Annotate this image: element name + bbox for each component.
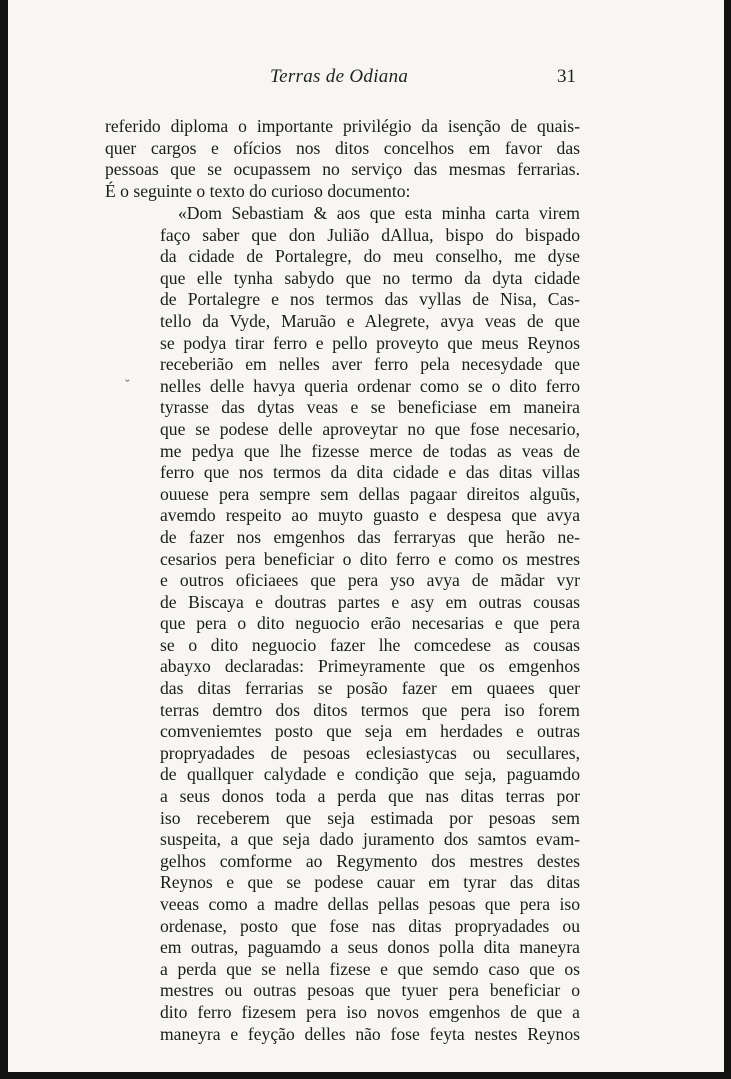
text-line: que elle tynha sabydo que no termo da dyta cidade (160, 267, 580, 288)
page-header (8, 66, 731, 94)
text-line: mestres ou outras pesoas que tyuer pera beneficiar o (160, 980, 580, 1001)
text-line: comveniemtes posto que seja em herdades e outras (160, 721, 580, 742)
running-title: Terras de Odiana (270, 66, 409, 87)
text-line: a perda que se nella fizese e que semdo caso que os (160, 958, 580, 979)
text-line: ferro que nos termos da dita cidade e das ditas villas (160, 462, 580, 483)
text-line: de quallquer calydade e condição que seja, paguamdo (160, 764, 580, 785)
text-line: de fazer nos emgenhos das ferraryas que herão ne- (160, 526, 580, 547)
text-line: cesarios pera beneficiar o dito ferro e como os mestres (160, 548, 580, 569)
text-line: propryadades de pesoas eclesiastycas ou secullares, (160, 742, 580, 763)
text-line: que se podese delle aproveytar no que fose necesario, (160, 418, 580, 439)
text-line: quer cargos e ofícios nos ditos concelhos em favor das (105, 137, 580, 158)
text-line: em outras, paguamdo a seus donos polla dita maneyra (160, 937, 580, 958)
text-line: de Portalegre e nos termos das vyllas de Nisa, Cas- (160, 289, 580, 310)
text-line: avemdo respeito ao muyto guasto e despesa que avya (160, 505, 580, 526)
text-line: referido diploma o importante privilégio da isenção de quais- (105, 116, 580, 136)
text-line: a seus donos toda a perda que nas ditas terras por (160, 786, 580, 807)
text-line: ouuese pera sempre sem dellas pagaar direitos alguũs, (160, 483, 580, 504)
text-line: se o dito neguocio fazer lhe comcedese as cousas (160, 634, 580, 655)
page-number: 31 (557, 66, 576, 87)
text-line: É o seguinte o texto do curioso documento: (105, 180, 411, 201)
text-line: abayxo declaradas: Primeyramente que os emgenhos (160, 656, 580, 677)
text-line: da cidade de Portalegre, do meu conselho, me dyse (160, 246, 580, 267)
text-line: iso receberem que seja estimada por pesoas sem (160, 807, 580, 828)
text-line: nelles delle havya queria ordenar como se o dito ferro (160, 375, 580, 396)
text-line: que pera o dito neguocio erão necesarias e que pera (160, 613, 580, 634)
text-line: das ditas ferrarias se posão fazer em quaees quer (160, 678, 580, 699)
text-line: faço saber que don Julião dAllua, bispo do bispado (160, 224, 580, 245)
text-line: e outros oficiaees que pera yso avya de mãdar vyr (160, 570, 580, 591)
text-line: maneyra e feyção delles não fose feyta nestes Reynos (160, 1023, 580, 1044)
margin-mark: ˇ (125, 378, 130, 393)
text-line: se podya tirar ferro e pello proveyto que meus Reynos (160, 332, 580, 353)
text-line: suspeita, a que seja dado juramento dos samtos evam- (160, 829, 580, 850)
text-line: ordenase, posto que fose nas ditas propryadades ou (160, 915, 580, 936)
text-line: gelhos comforme ao Regymento dos mestres destes (160, 850, 580, 871)
text-line: veeas como a madre dellas pellas pesoas que pera iso (160, 894, 580, 914)
text-line: pessoas que se ocupassem no serviço das mesmas ferrarias. (105, 159, 580, 180)
text-line: tyrasse das dytas veas e se beneficiase em maneira (160, 397, 580, 418)
text-line: receberião em nelles aver ferro pela necesydade que (160, 354, 580, 375)
text-line: me pedya que lhe fizesse merce de todas as veas de (160, 440, 580, 461)
text-line: terras demtro dos ditos termos que pera iso forem (160, 699, 580, 720)
text-line: Reynos e que se podese cauar em tyrar das ditas (160, 872, 580, 893)
text-line: «Dom Sebastiam & aos que esta minha carta virem (178, 203, 580, 223)
intro-paragraph (105, 116, 580, 202)
text-line: tello da Vyde, Maruão e Alegrete, avya veas de que (160, 310, 580, 331)
quoted-document (160, 203, 580, 1045)
text-line: dito ferro fizesem pera iso novos emgenhos de que a (160, 1001, 580, 1022)
text-line: de Biscaya e doutras partes e asy em outras cousas (160, 591, 580, 612)
